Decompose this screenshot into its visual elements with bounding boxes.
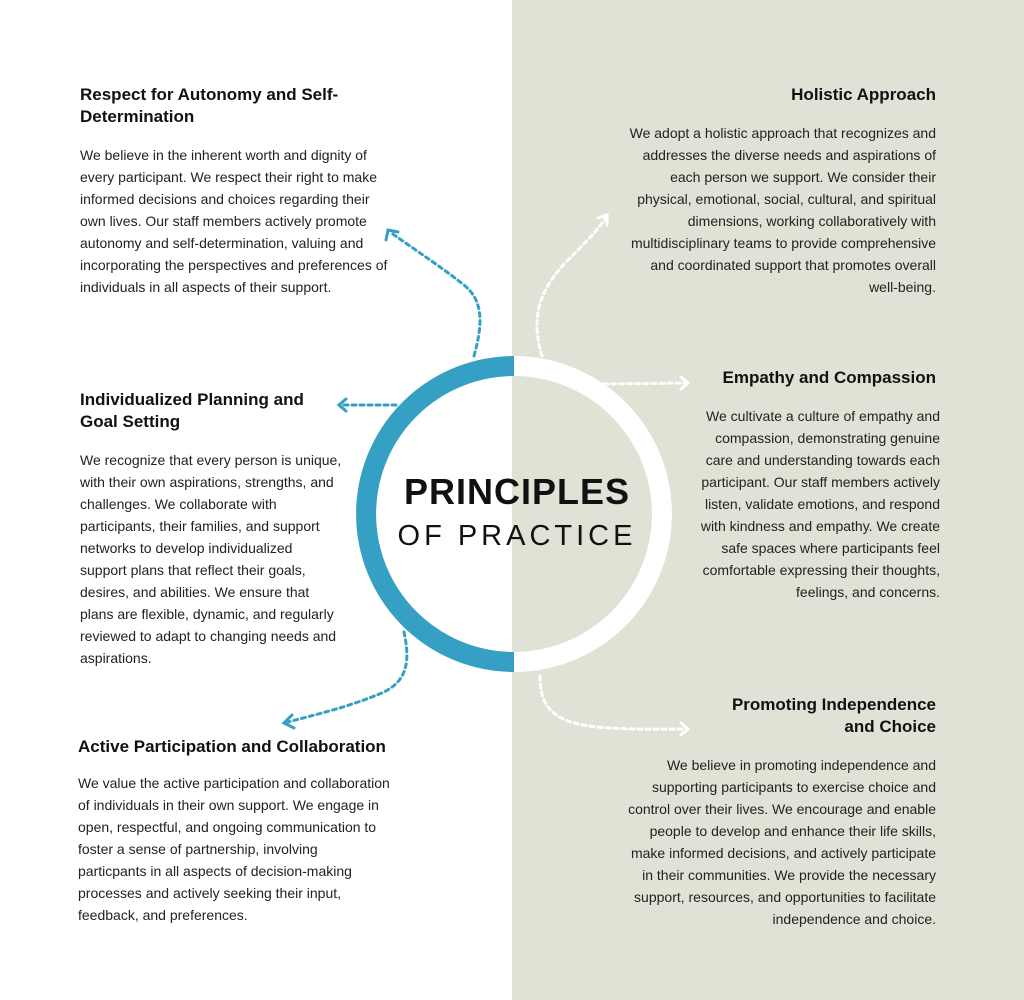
circle-left-arc <box>366 366 514 662</box>
section-participation <box>78 736 423 926</box>
arrow-autonomy <box>386 230 480 356</box>
section-autonomy-heading: Respect for Autonomy and Self-Determination <box>80 85 339 126</box>
section-independence-body: We believe in promoting independence and supporting participants to exercise choice and control over their lives. We encourage and enable people to develop and enhance their life skills, make informed decisions, and actively participate in their communities. We provide the necessary support, resources, and opportunities to facilitate independence and choice. <box>628 757 936 927</box>
section-empathy-body: We cultivate a culture of empathy and compassion, demonstrating genuine care and understanding towards each participant. Our staff members actively listen, validate emotions, and respond with kindness and empathy. We create safe spaces where participants feel comfortable expressing their thoughts, feelings, and concerns. <box>700 408 940 600</box>
section-independence <box>622 694 936 930</box>
circle-right-arc <box>514 366 662 662</box>
arrow-empathy <box>604 377 688 389</box>
section-empathy <box>694 367 940 603</box>
diagram-subtitle: OF PRACTICE <box>397 520 637 552</box>
section-independence-heading: Promoting Independence and Choice <box>731 695 936 736</box>
section-autonomy <box>80 84 390 298</box>
section-participation-body: We value the active participation and collaboration of individuals in their own support. We engage in open, respectful, and ongoing communication to foster a sense of partnership, involving particpants in all aspects of decision-making processes and actively seeking their input, feedback, and preferences. <box>78 775 390 923</box>
section-autonomy-body: We believe in the inherent worth and dignity of every participant. We respect their right to make informed decisions and choices regarding their own lives. Our staff members actively promote autonomy and self-determination, valuing and incorporating the perspectives and preferences of individuals in all aspects of their support. <box>80 147 388 295</box>
diagram-title: PRINCIPLES <box>403 471 631 512</box>
section-planning-heading: Individualized Planning and Goal Setting <box>80 390 304 431</box>
section-participation-heading: Active Participation and Collaboration <box>78 737 386 756</box>
section-empathy-heading: Empathy and Compassion <box>722 368 936 387</box>
section-holistic-heading: Holistic Approach <box>791 85 936 104</box>
section-planning <box>80 389 342 669</box>
arrow-holistic <box>537 215 607 356</box>
section-holistic-body: We adopt a holistic approach that recognizes and addresses the diverse needs and aspirations of each person we support. We consider their physical, emotional, social, cultural, and spiritual dimensions, working collaboratively with multidisciplinary teams to provide comprehensive and coordinated support that promotes overall well-being. <box>629 125 936 295</box>
section-planning-body: We recognize that every person is unique, with their own aspirations, strengths, and challenges. We collaborate with participants, their families, and support networks to develop individualized support plans that reflect their goals, desires, and abilities. We ensure that plans are flexible, dynamic, and regularly reviewed to adapt to changing needs and aspirations. <box>80 452 342 666</box>
arrow-planning <box>339 399 396 411</box>
section-holistic <box>620 84 936 298</box>
